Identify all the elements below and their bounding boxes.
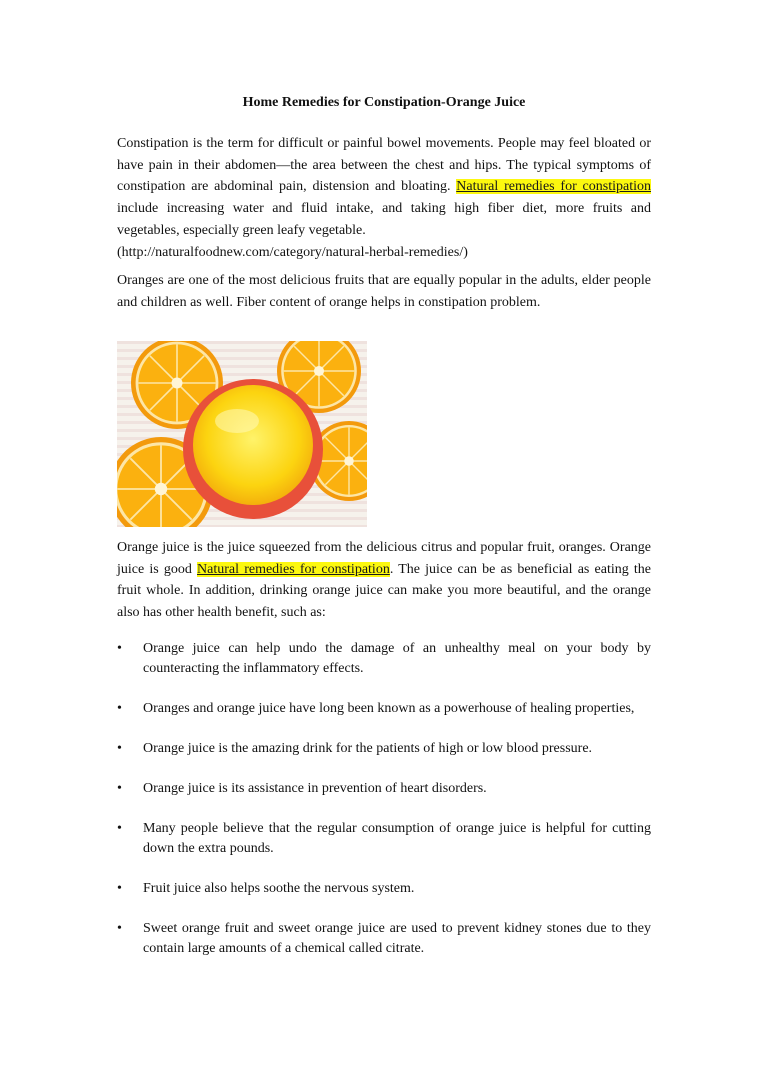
list-item-text: Orange juice is the amazing drink for the patients of high or low blood pressure. — [143, 741, 593, 756]
bullet-icon: • — [117, 741, 122, 756]
list-item — [117, 699, 651, 719]
bullet-icon: • — [117, 701, 122, 716]
orange-juice — [193, 385, 313, 505]
oranges-paragraph: Oranges are one of the most delicious fruits that are equally popular in the adults, elder people and children as well. Fiber content of orange helps in constipation problem. — [117, 273, 651, 310]
list-item-text: Sweet orange fruit and sweet orange juice are used to prevent kidney stones due to they contain large amounts of a chemical called citrate. — [143, 921, 651, 956]
intro-text-continued: include increasing water and fluid intake, and taking high fiber diet, more fruits and vegetables, especially green leafy vegetable. — [117, 201, 651, 238]
list-item-text: Many people believe that the regular consumption of orange juice is helpful for cutting down the extra pounds. — [143, 821, 651, 856]
orange-juice-photo — [117, 341, 367, 527]
bullet-icon: • — [117, 921, 122, 936]
source-url: (http://naturalfoodnew.com/category/natural-herbal-remedies/) — [117, 244, 468, 260]
list-item — [117, 739, 651, 759]
natural-remedies-link[interactable]: Natural remedies for constipation — [456, 179, 651, 195]
list-item-text: Orange juice can help undo the damage of an unhealthy meal on your body by counteracting the inflammatory effects. — [143, 641, 651, 676]
bullet-icon: • — [117, 781, 122, 796]
list-item — [117, 819, 651, 859]
intro-text: Constipation is the term for difficult or painful bowel movements. People may feel bloated or have pain in their abdomen—the area between the chest and hips. The typical symptoms of constipation are abdominal pain, distension and bloating. — [117, 136, 651, 195]
bullet-icon: • — [117, 821, 122, 836]
natural-remedies-link-2[interactable]: Natural remedies for constipation — [197, 561, 390, 577]
list-item-text: Oranges and orange juice have long been known as a powerhouse of healing properties, — [143, 701, 635, 716]
orange-juice-illustration — [117, 341, 367, 527]
list-item-text: Fruit juice also helps soothe the nervous system. — [143, 881, 415, 896]
orange-juice-text: Orange juice is the juice squeezed from the delicious citrus and popular fruit, oranges. Orange juice is good — [117, 540, 651, 577]
list-item — [117, 639, 651, 679]
list-item — [117, 879, 651, 899]
intro-paragraph — [117, 133, 651, 263]
bullet-icon: • — [117, 881, 122, 896]
orange-juice-paragraph — [117, 537, 651, 624]
list-item — [117, 779, 651, 799]
orange-juice-text-continued: . The juice can be as beneficial as eating the fruit whole. In addition, drinking orange juice can make you more beautiful, and the orange also has other health benefit, such as: — [117, 561, 652, 621]
document-title: Home Remedies for Constipation-Orange Juice — [242, 95, 526, 110]
list-item-text: Orange juice is its assistance in prevention of heart disorders. — [143, 781, 487, 796]
juice-reflection — [215, 409, 259, 433]
benefits-list — [117, 639, 651, 979]
list-item — [117, 919, 651, 959]
bullet-icon: • — [117, 641, 122, 656]
